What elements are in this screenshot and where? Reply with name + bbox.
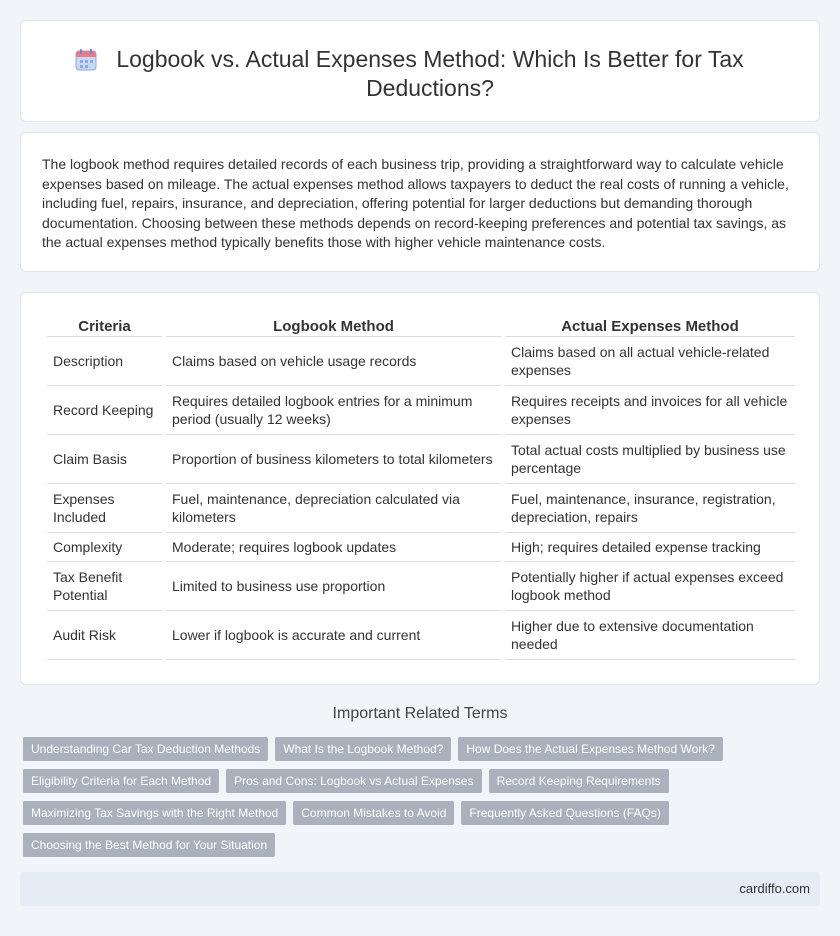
table-cell: Claims based on vehicle usage records: [166, 337, 501, 386]
table-row: [47, 386, 795, 435]
column-header-criteria: Criteria: [47, 315, 162, 337]
table-header-row: [47, 315, 795, 337]
table-cell: Lower if logbook is accurate and current: [166, 611, 501, 660]
column-header-actual: Actual Expenses Method: [505, 315, 795, 337]
table-row: [47, 533, 795, 562]
table-cell: Moderate; requires logbook updates: [166, 533, 501, 562]
related-term-link[interactable]: How Does the Actual Expenses Method Work?: [458, 737, 723, 761]
table-row: [47, 435, 795, 484]
table-row: [47, 562, 795, 611]
table-cell: Record Keeping: [47, 386, 162, 435]
related-term-link[interactable]: Common Mistakes to Avoid: [293, 801, 454, 825]
related-term-link[interactable]: Maximizing Tax Savings with the Right Method: [23, 801, 286, 825]
table-row: [47, 484, 795, 533]
comparison-table-card: [20, 292, 820, 685]
footer: [20, 872, 820, 906]
intro-paragraph: The logbook method requires detailed records of each business trip, providing a straightforward way to calculate vehicle expenses based on mileage. The actual expenses method allows taxpayers to deduct the real costs of running a vehicle, including fuel, repairs, insurance, and depreciation, offering potential for larger deductions but demanding thorough documentation. Choosing between these methods depends on record-keeping preferences and potential tax savings, as the actual expenses method typically benefits those with higher vehicle maintenance costs.: [42, 156, 789, 250]
table-cell: Requires receipts and invoices for all vehicle expenses: [505, 386, 795, 435]
table-cell: Proportion of business kilometers to total kilometers: [166, 435, 501, 484]
table-cell: Fuel, maintenance, depreciation calculated via kilometers: [166, 484, 501, 533]
related-terms-heading: Important Related Terms: [332, 705, 508, 722]
related-term-link[interactable]: Pros and Cons: Logbook vs Actual Expenses: [226, 769, 481, 793]
table-cell: High; requires detailed expense tracking: [505, 533, 795, 562]
table-cell: Requires detailed logbook entries for a minimum period (usually 12 weeks): [166, 386, 501, 435]
table-cell: Expenses Included: [47, 484, 162, 533]
table-cell: Total actual costs multiplied by business use percentage: [505, 435, 795, 484]
table-cell: Limited to business use proportion: [166, 562, 501, 611]
title-card: [20, 20, 820, 122]
related-term-link[interactable]: Choosing the Best Method for Your Situation: [23, 833, 275, 857]
table-cell: Audit Risk: [47, 611, 162, 660]
table-cell: Fuel, maintenance, insurance, registration, depreciation, repairs: [505, 484, 795, 533]
intro-card: [20, 132, 820, 272]
table-cell: Claim Basis: [47, 435, 162, 484]
table-cell: Tax Benefit Potential: [47, 562, 162, 611]
table-cell: Potentially higher if actual expenses exceed logbook method: [505, 562, 795, 611]
column-header-logbook: Logbook Method: [166, 315, 501, 337]
table-cell: Claims based on all actual vehicle-related expenses: [505, 337, 795, 386]
related-terms-list: [23, 737, 783, 857]
table-row: [47, 611, 795, 660]
page-title: Logbook vs. Actual Expenses Method: Which Is Better for Tax Deductions?: [116, 46, 744, 101]
related-term-link[interactable]: What Is the Logbook Method?: [275, 737, 451, 761]
related-term-link[interactable]: Frequently Asked Questions (FAQs): [461, 801, 668, 825]
table-row: [47, 337, 795, 386]
related-term-link[interactable]: Understanding Car Tax Deduction Methods: [23, 737, 268, 761]
table-cell: Complexity: [47, 533, 162, 562]
related-term-link[interactable]: Record Keeping Requirements: [489, 769, 669, 793]
related-term-link[interactable]: Eligibility Criteria for Each Method: [23, 769, 219, 793]
comparison-table: [43, 315, 799, 660]
table-cell: Higher due to extensive documentation needed: [505, 611, 795, 660]
footer-site-link[interactable]: cardiffo.com: [739, 881, 810, 896]
table-cell: Description: [47, 337, 162, 386]
